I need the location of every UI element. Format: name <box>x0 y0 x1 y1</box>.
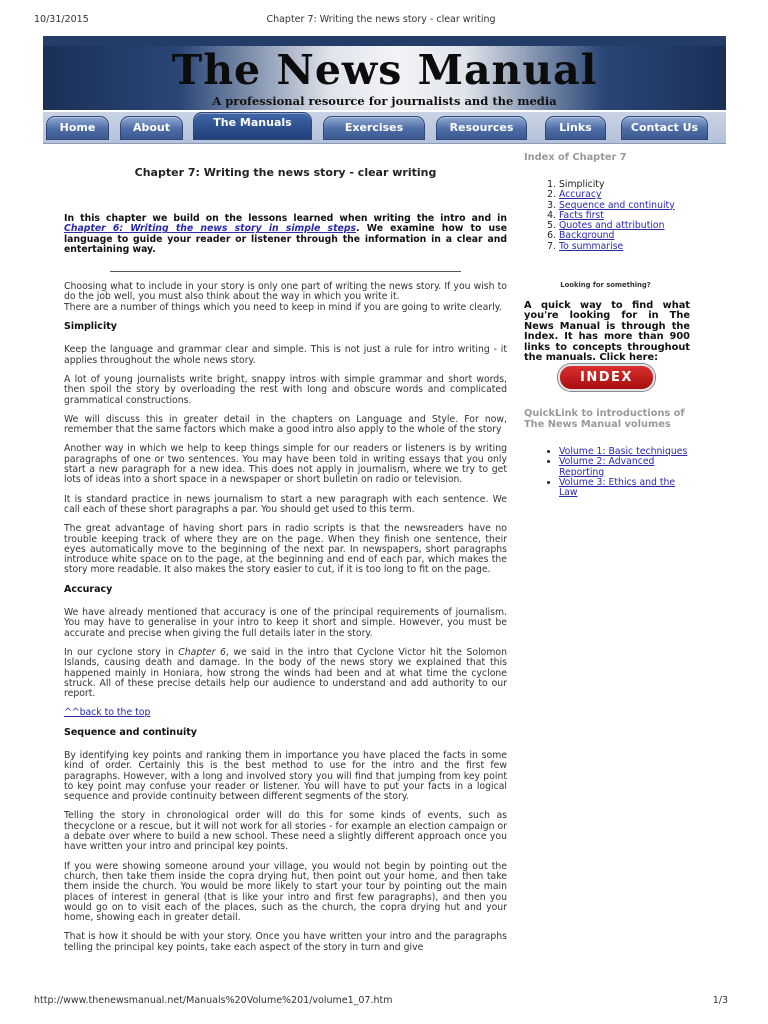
chapter-6-link[interactable]: Chapter 6: Writing the news story in simple steps <box>64 223 357 235</box>
nav-tab-about[interactable]: About <box>120 116 183 140</box>
toc-link-facts-first[interactable]: Facts first <box>559 209 604 221</box>
quicklink-heading: QuickLink to introductions of The News Manual volumes <box>524 408 685 430</box>
paragraph: Another way in which we help to keep things simple for our readers or listeners is by writing paragraphs of one or two sentences. You may have been told in writing essays that you only start a new paragraph for a new idea. This does not apply in journalism, where we try to get lots of ideas into a short space in a newspaper or short bulletin on radio or television. <box>64 443 507 486</box>
paragraph: By identifying key points and ranking them in importance you have placed the facts in some kind of order. Certainly this is the best method to use for the intro and the first few paragraphs. However, with a long and involved story you will find that jumping from key point to key point may confuse your reader or listener. You will have to put your facts in a logical sequence and provide continuity between different segments of the story. <box>64 749 507 803</box>
index-heading: Index of Chapter 7 <box>524 152 627 163</box>
paragraph: There are a number of things which you need to keep in mind if you are going to write clearly. <box>64 301 502 313</box>
main-nav <box>43 112 726 144</box>
paragraph: A lot of young journalists write bright, snappy intros with simple grammar and short words, then spoil the story by overloading the rest with long and obscure words and complicated grammatical constructions. <box>64 373 507 406</box>
banner-stripe <box>43 36 726 46</box>
toc-link-accuracy[interactable]: Accuracy <box>559 189 602 201</box>
print-page-title: Chapter 7: Writing the news story - clear writing <box>266 14 496 25</box>
site-tagline: A professional resource for journalists and the media <box>212 94 557 108</box>
index-button[interactable]: INDEX <box>558 364 655 391</box>
nav-tab-the-manuals[interactable]: The Manuals <box>193 112 312 140</box>
toc-link-summarise[interactable]: To summarise <box>559 240 624 252</box>
chapter-toc <box>544 180 724 252</box>
toc-label: Simplicity <box>559 179 605 190</box>
volume-3-link[interactable]: Volume 3: Ethics and the Law <box>559 476 676 499</box>
paragraph: Telling the story in chronological order will do this for some kinds of events, such as thecyclone or a rescue, but it will not work for all stories - for example an election campaign or a debate over where to build a new school. These need a slightly different approach once you have written your intro and principal key points. <box>64 810 507 853</box>
volume-list <box>544 447 694 498</box>
toc-link-sequence[interactable]: Sequence and continuity <box>559 199 675 211</box>
toc-item <box>559 242 724 252</box>
quick-way-text: A quick way to find what you're looking for in The News Manual is through the Index. It has more than 900 links to concepts throughout the manuals. Click here: <box>524 300 690 364</box>
paragraph: We have already mentioned that accuracy is one of the principal requirements of journalism. You may have to generalise in your intro to keep it short and simple. However, you must be accurate and precise when giving the full details later in the story. <box>64 607 507 639</box>
heading-accuracy: Accuracy <box>64 583 113 595</box>
paragraph: We will discuss this in greater detail in the chapters on Language and Style. For now, remember that the same factors which make a good intro also apply to the whole of the story <box>64 413 507 436</box>
toc-link-background[interactable]: Background <box>559 230 615 242</box>
paragraph: Choosing what to include in your story is only one part of writing the news story. If you wish to do the job well, you must also think about the way in which you write it. <box>64 281 507 303</box>
nav-tab-resources[interactable]: Resources <box>436 116 527 140</box>
paragraph <box>64 648 507 699</box>
volume-1-link[interactable]: Volume 1: Basic techniques <box>559 446 688 457</box>
print-footer <box>34 995 728 1009</box>
paragraph: Keep the language and grammar clear and simple. This is not just a rule for intro writing - it applies throughout the whole news story. <box>64 344 507 366</box>
nav-tab-exercises[interactable]: Exercises <box>323 116 425 140</box>
volume-item <box>559 457 694 478</box>
text-run: , we said in the intro that Cyclone Victor hit the Solomon Islands, causing death and damage. In the body of the news story we explained that this happened mainly in Honiara, how strong the winds had been and at what time the cyclone struck. All of these precise details help our audience to understand and add authority to our report. <box>64 646 507 700</box>
print-page-number: 1/3 <box>712 995 728 1006</box>
print-url: http://www.thenewsmanual.net/Manuals%20Volume%201/volume1_07.htm <box>34 995 393 1006</box>
intro-text-start: In this chapter we build on the lessons learned when writing the intro and in <box>64 213 507 224</box>
text-run: In our cyclone story in <box>64 646 179 658</box>
print-header <box>34 14 728 28</box>
back-to-top-link[interactable]: ^^back to the top <box>64 707 151 719</box>
heading-simplicity: Simplicity <box>64 321 117 333</box>
article-body <box>64 214 507 962</box>
chapter-6-reference: Chapter 6 <box>178 646 226 658</box>
paragraph: That is how it should be with your story. Once you have written your intro and the paragraphs telling the principal key points, take each aspect of the story in turn and give <box>64 931 507 953</box>
site-title: The News Manual <box>171 46 598 94</box>
paragraph: It is standard practice in news journalism to start a new paragraph with each sentence. We call each of these short paragraphs a par. You should get used to this term. <box>64 493 507 515</box>
paragraph: The great advantage of having short pars in radio scripts is that the newsreaders have no trouble keeping track of where they are on the page. When they finish one sentence, their eyes automatically move to the beginning of the next par. In newspapers, short paragraphs introduce white space on to the page, at the beginning and end of each par, which makes the story more readable. It also makes the story easier to cut, if it is too long to fit on the page. <box>64 523 507 576</box>
print-date: 10/31/2015 <box>34 14 89 25</box>
nav-tab-home[interactable]: Home <box>46 116 109 140</box>
nav-tab-contact-us[interactable]: Contact Us <box>621 116 708 140</box>
heading-sequence: Sequence and continuity <box>64 726 197 738</box>
back-to-top-row <box>64 708 507 718</box>
paragraph: If you were showing someone around your village, you would not begin by pointing out the church, then take them inside the copra drying hut, then point out your home, and then take them inside the church. You would be more likely to start your tour by pointing out the main places of interest in general (that is like your intro and first few paragraphs), and then you would go on to visit each of the places, such as the church, the copra drying hut and your home, showing each in greater detail. <box>64 860 507 924</box>
section-divider <box>110 271 461 272</box>
volume-item <box>559 478 694 499</box>
volume-2-link[interactable]: Volume 2: Advanced Reporting <box>559 456 655 478</box>
nav-tab-links[interactable]: Links <box>545 116 606 140</box>
chapter-title: Chapter 7: Writing the news story - clear writing <box>134 166 437 179</box>
toc-link-quotes[interactable]: Quotes and attribution <box>559 220 665 232</box>
looking-label: Looking for something? <box>560 281 651 289</box>
intro-text-end: . We examine how to use language to guide your reader or listener through the information in a clear and entertaining way. <box>64 223 508 255</box>
intro-paragraph <box>64 214 507 255</box>
